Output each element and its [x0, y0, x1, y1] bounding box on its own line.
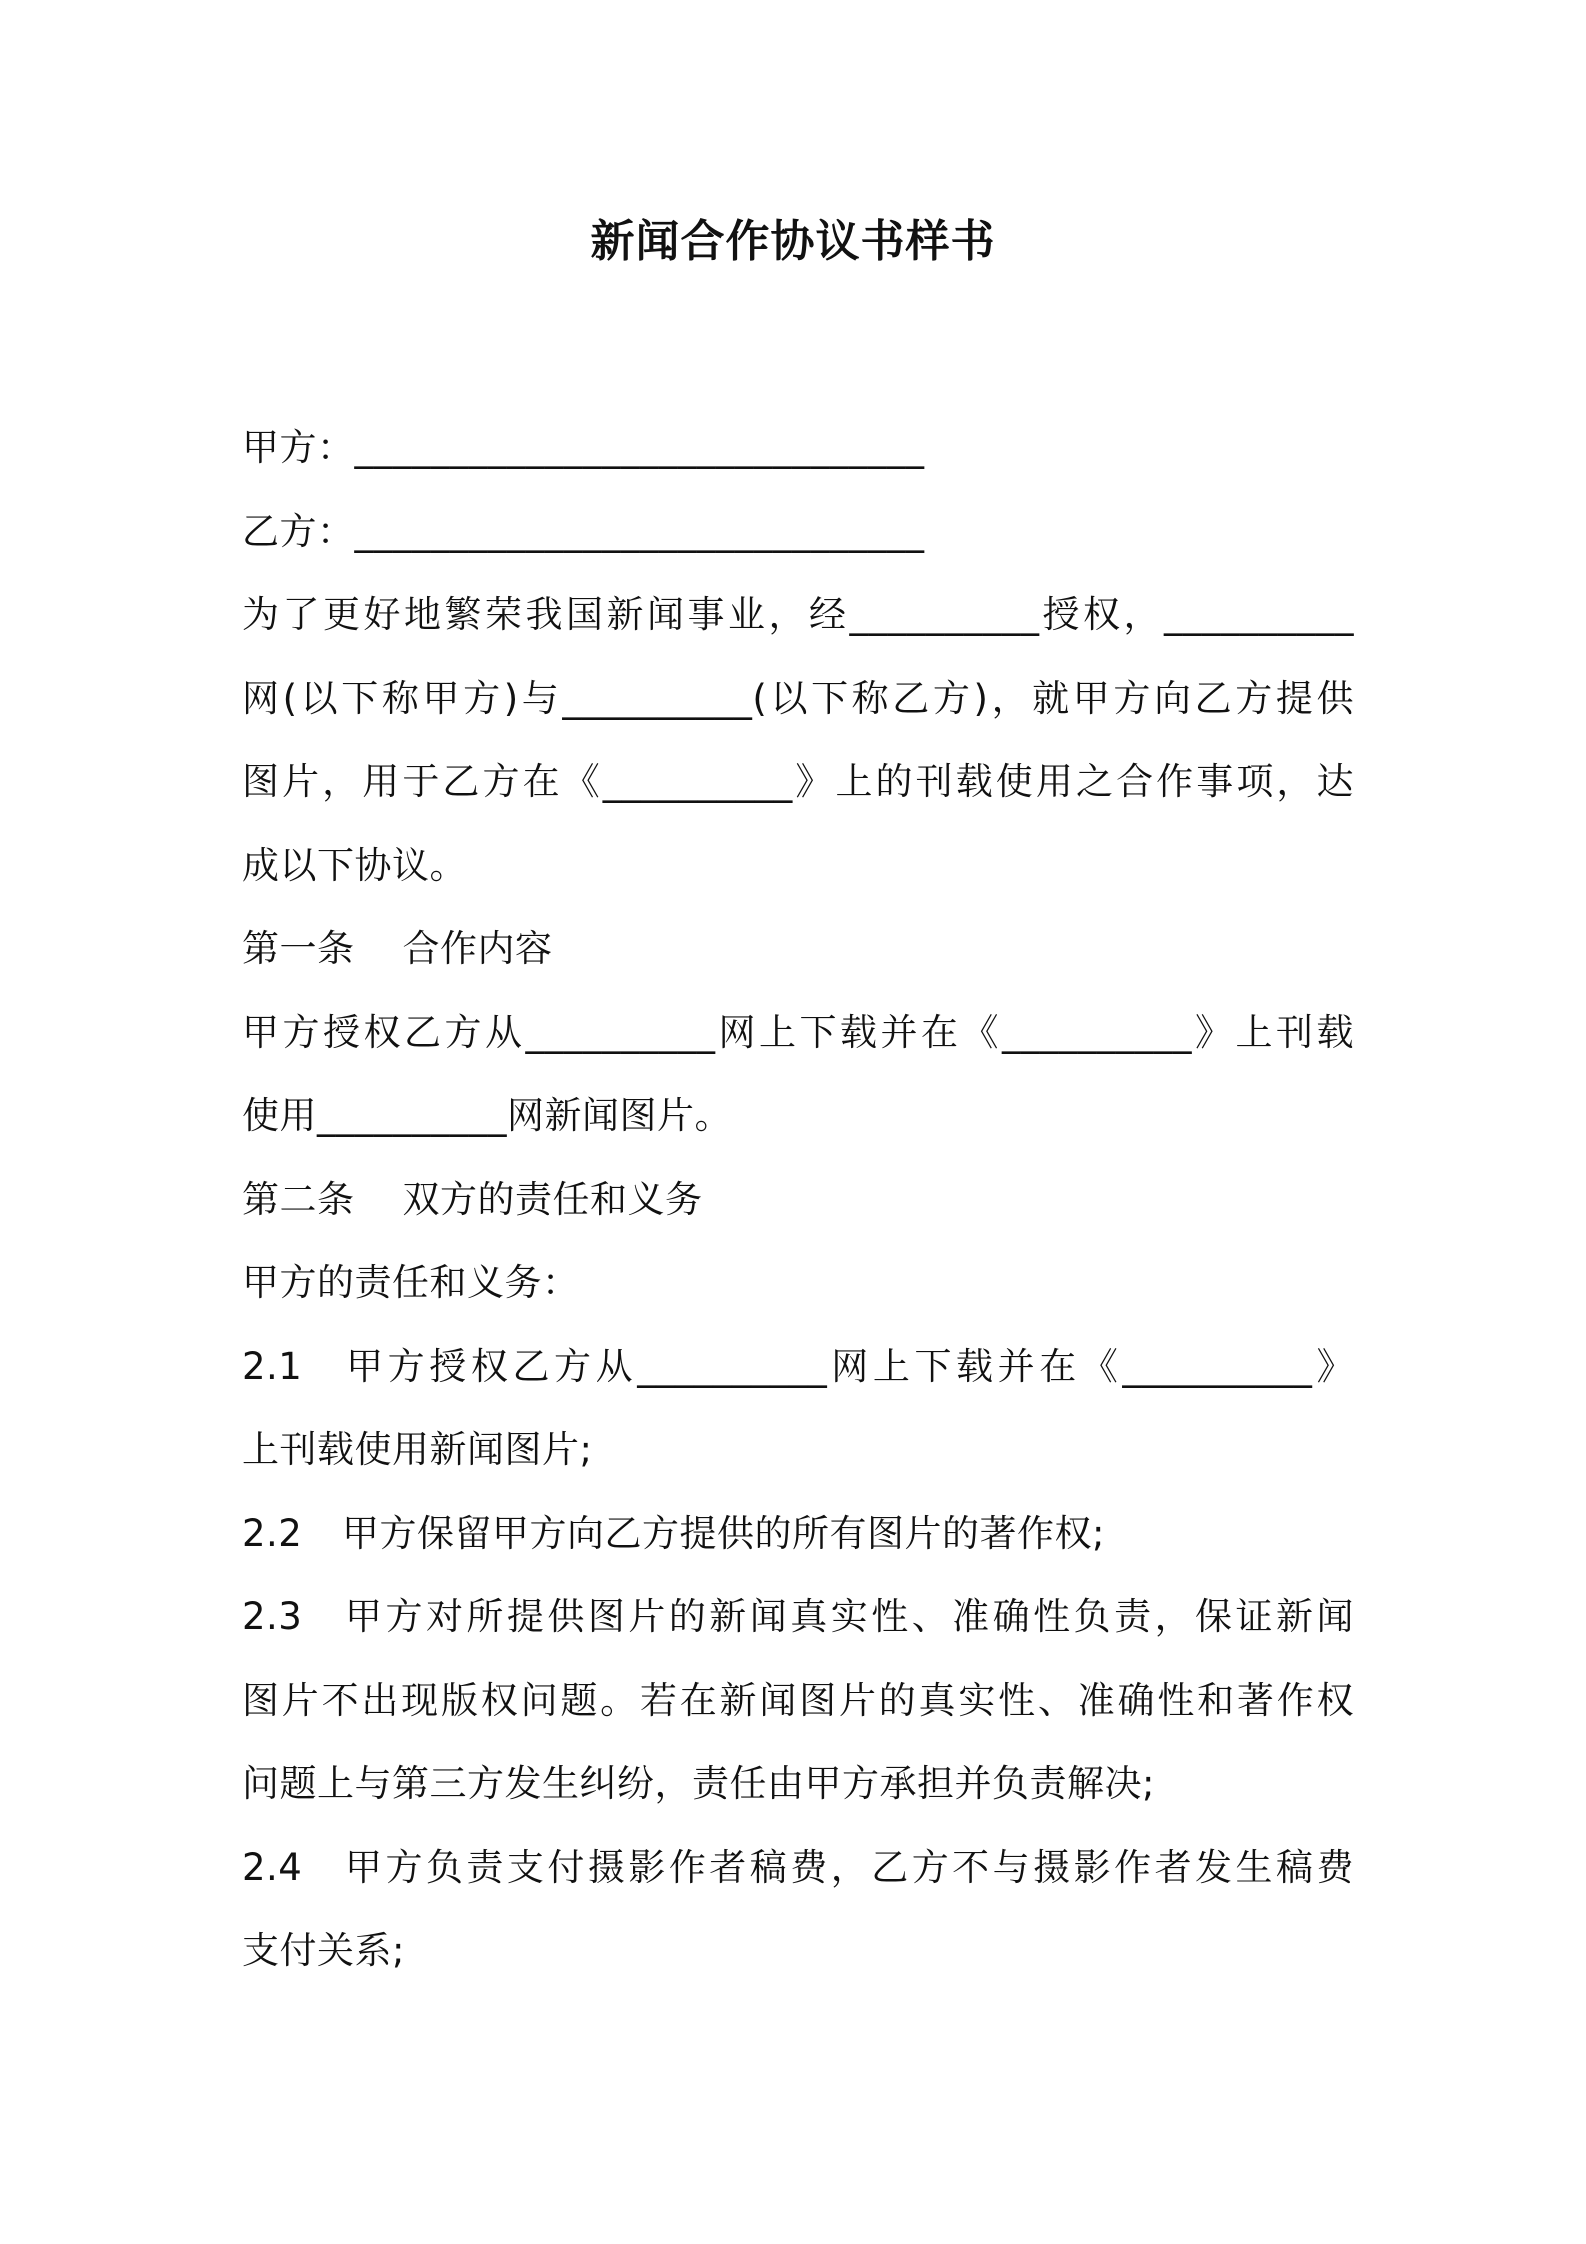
preamble-line: 为了更好地繁荣我国新闻事业，经__________授权，__________ — [242, 593, 1354, 636]
preamble-line: 成以下协议。 — [242, 843, 467, 887]
article-paragraph-line: 甲方授权乙方从__________网上下载并在《__________》上刊载 — [242, 1010, 1354, 1054]
article-number: 第一条 — [242, 927, 355, 970]
clause-line — [242, 1492, 1354, 1576]
article-title: 合作内容 — [402, 927, 553, 970]
clause-number: 2.4 — [242, 1845, 303, 1889]
clause-number: 2.2 — [242, 1511, 303, 1555]
article-heading — [242, 1158, 1354, 1242]
preamble-line: 图片，用于乙方在《__________》上的刊载使用之合作事项，达 — [242, 760, 1354, 803]
preamble-line: 网(以下称甲方)与__________(以下称乙方)，就甲方向乙方提供 — [242, 676, 1354, 720]
clause-continuation: 图片不出现版权问题。若在新闻图片的真实性、准确性和著作权 — [242, 1678, 1354, 1722]
document-body — [242, 406, 1354, 1993]
section-subheading: 甲方的责任和义务： — [242, 1261, 580, 1304]
party-a-line: 甲方：______________________________ — [242, 426, 925, 469]
clause-text: 甲方负责支付摄影作者稿费，乙方不与摄影作者发生稿费 — [342, 1845, 1354, 1889]
clause-text: 甲方对所提供图片的新闻真实性、准确性负责，保证新闻 — [342, 1595, 1354, 1638]
clause-text: 甲方保留甲方向乙方提供的所有图片的著作权; — [342, 1511, 1105, 1555]
clause-line — [242, 1325, 1354, 1409]
document-title: 新闻合作协议书样书 — [590, 216, 996, 267]
article-heading — [242, 907, 1354, 991]
clause-line — [242, 1575, 1354, 1659]
party-b-line: 乙方：______________________________ — [242, 509, 925, 553]
clause-continuation: 上刊载使用新闻图片; — [242, 1428, 593, 1471]
article-title: 双方的责任和义务 — [402, 1177, 703, 1221]
article-number: 第二条 — [242, 1177, 355, 1221]
article-paragraph-line: 使用__________网新闻图片。 — [242, 1094, 732, 1137]
clause-number: 2.3 — [242, 1595, 303, 1638]
clause-continuation: 问题上与第三方发生纠纷，责任由甲方承担并负责解决; — [242, 1762, 1155, 1805]
clause-text: 甲方授权乙方从__________网上下载并在《__________》 — [342, 1344, 1354, 1388]
clause-continuation: 支付关系; — [242, 1929, 405, 1972]
clause-number: 2.1 — [242, 1344, 303, 1388]
clause-line — [242, 1826, 1354, 1910]
